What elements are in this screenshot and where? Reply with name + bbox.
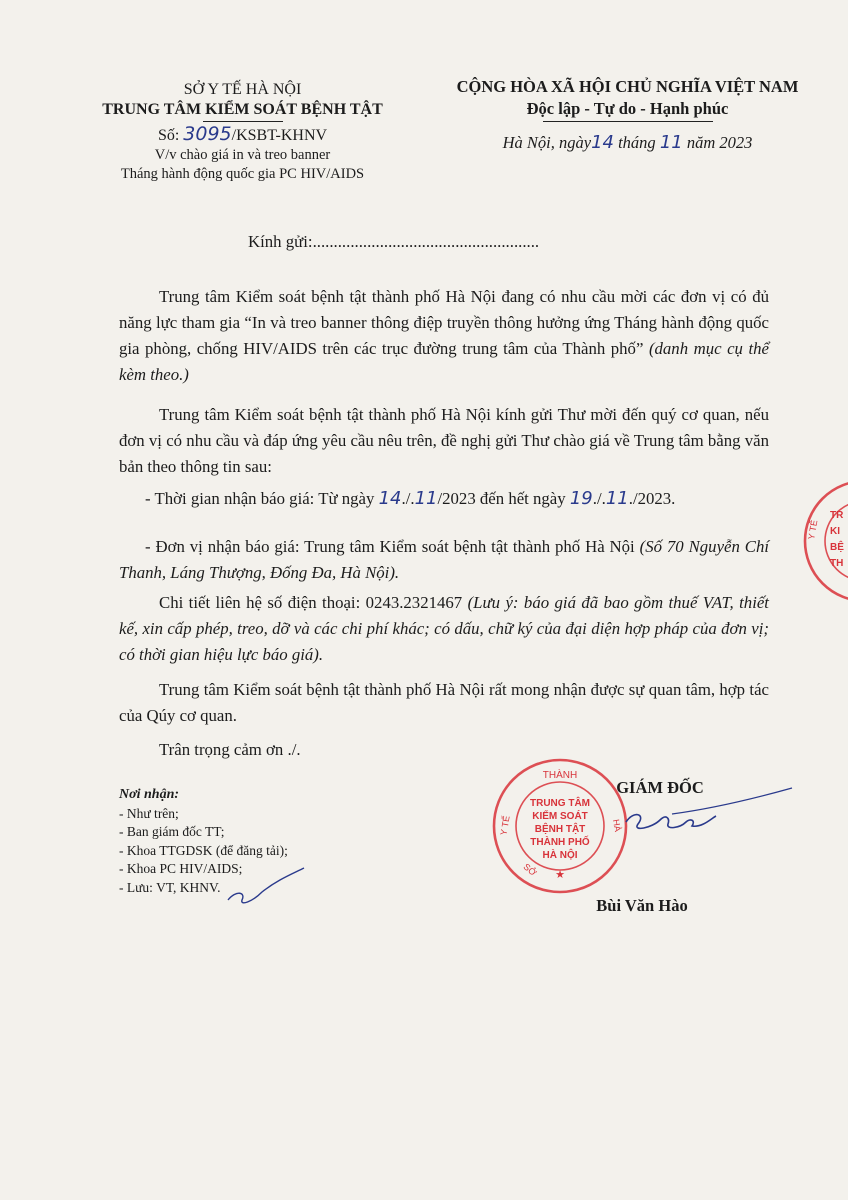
- recipient-item: - Như trên;: [119, 805, 179, 821]
- paragraph-1-italic: (danh mục cụ thể kèm theo.): [119, 339, 769, 384]
- paragraph-4-italic: (Số 70 Nguyễn Chí Thanh, Láng Thượng, Đống Đa, Hà Nội).: [119, 537, 769, 582]
- paragraph-7-text: Trân trọng cảm ơn ./.: [159, 740, 301, 759]
- stamp-outer-bottom: SỞ: [521, 861, 539, 878]
- date-month: 11: [659, 132, 683, 153]
- initial-scribble: [222, 862, 312, 908]
- stamp-line-4: THÀNH PHỐ: [530, 837, 590, 848]
- edge-stamp-line-3: BỆ: [830, 542, 844, 553]
- number-prefix: Số:: [157, 127, 180, 144]
- date-line: [420, 132, 835, 154]
- signature-scribble: [612, 784, 798, 848]
- paragraph-6-text: Trung tâm Kiểm soát bệnh tật thành phố Hà Nội rất mong nhận được sự quan tâm, hợp tác của Qúy cơ quan.: [119, 680, 769, 725]
- subject-line-2: Tháng hành động quốc gia PC HIV/AIDS: [120, 166, 365, 182]
- paragraph-1-text: Trung tâm Kiểm soát bệnh tật thành phố Hà Nội đang có nhu cầu mời các đơn vị có đủ năng lực tham gia “In và treo banner thông điệp truyền thông hưởng ứng Tháng hành động quốc gia phòng, chống HIV/AIDS trên các trục đường trung tâm của Thành phố”: [119, 287, 769, 358]
- national-header: [420, 76, 835, 154]
- date-month-label: tháng: [618, 133, 656, 152]
- paragraph-5-text: Chi tiết liên hệ số điện thoại: 0243.2321467: [159, 593, 463, 612]
- stamp-line-5: HÀ NỘI: [542, 850, 578, 861]
- paragraph-3: - Thời gian nhận báo giá: Từ ngày 14./.11/2023 đến hết ngày 19./.11./2023.: [145, 488, 676, 509]
- country-name: CỘNG HÒA XÃ HỘI CHỦ NGHĨA VIỆT NAM: [456, 77, 799, 96]
- from-month: 11: [414, 488, 438, 509]
- stamp-line-1: TRUNG TÂM: [530, 798, 590, 809]
- recipient-item: - Khoa TTGDSK (để đăng tải);: [119, 842, 288, 858]
- paragraph-4-text: - Đơn vị nhận báo giá: Trung tâm Kiểm soát bệnh tật thành phố Hà Nội: [145, 537, 635, 556]
- to-month: 11: [605, 488, 629, 509]
- edge-stamp-line-4: TH: [830, 558, 844, 569]
- quote-period-end: /2023.: [632, 489, 676, 508]
- quote-period-label: - Thời gian nhận báo giá: Từ ngày: [145, 489, 375, 508]
- edge-stamp-clip: [800, 476, 848, 606]
- edge-stamp: [800, 476, 848, 606]
- edge-stamp-line-1: TR: [830, 510, 844, 521]
- paragraph-2-text: Trung tâm Kiểm soát bệnh tật thành phố Hà Nội kính gửi Thư mời đến quý cơ quan, nếu đơn vị có nhu cầu và đáp ứng yêu cầu nêu trên, đề nghị gửi Thư chào giá về Trung tâm bằng văn bản theo thông tin sau:: [119, 405, 769, 476]
- paragraph-2: [119, 402, 769, 480]
- stamp-outer-right: HÀ: [610, 818, 623, 833]
- signer-name: Bùi Văn Hào: [596, 896, 688, 915]
- from-day: 14: [378, 488, 402, 509]
- recipient-item: - Ban giám đốc TT;: [119, 824, 225, 839]
- edge-stamp-line-2: KI: [830, 526, 840, 537]
- agency-name: SỞ Y TẾ HÀ NỘI: [183, 81, 302, 98]
- paragraph-4: [119, 534, 769, 586]
- paragraph-5-italic: (Lưu ý: báo giá đã bao gồm thuế VAT, thiết kế, xin cấp phép, treo, dỡ và các chi phí khác; có dấu, chữ ký của đại diện hợp pháp của đơn vị; có thời gian hiệu lực báo giá).: [119, 593, 769, 664]
- date-place: Hà Nội, ngày: [502, 133, 592, 152]
- date-year: năm 2023: [686, 133, 753, 152]
- motto-underline: [543, 121, 713, 122]
- issuer-block: [60, 80, 425, 184]
- recipient-item: - Khoa PC HIV/AIDS;: [119, 861, 243, 876]
- center-underline: [203, 121, 283, 122]
- paragraph-6: [119, 677, 769, 729]
- stamp-outer-left: Y TẾ: [498, 814, 512, 837]
- document-number: [60, 124, 425, 146]
- paragraph-7: [119, 737, 769, 763]
- stamp-outer-top: THÀNH: [542, 770, 578, 781]
- quote-period-mid: /2023 đến hết ngày: [437, 489, 566, 508]
- number-suffix: /KSBT-KHNV: [231, 127, 328, 144]
- paragraph-1: [119, 284, 769, 388]
- signer-role: GIÁM ĐỐC: [616, 778, 704, 797]
- stamp-line-3: BỆNH TẬT: [534, 824, 586, 835]
- official-stamp: [488, 754, 632, 898]
- center-name: TRUNG TÂM KIỂM SOÁT BỆNH TẬT: [102, 101, 383, 118]
- stamp-line-2: KIỂM SOÁT: [532, 811, 588, 822]
- date-day: 14: [591, 132, 614, 153]
- stamp-star: ★: [555, 869, 565, 881]
- salutation: Kính gửi:......................................................: [248, 232, 540, 251]
- to-day: 19: [569, 488, 593, 509]
- subject-line-1: V/v chào giá in và treo banner: [154, 147, 331, 163]
- recipient-item: - Lưu: VT, KHNV.: [119, 879, 221, 895]
- paragraph-5: [119, 590, 769, 668]
- motto: Độc lập - Tự do - Hạnh phúc: [526, 99, 729, 118]
- edge-stamp-outer: Y TẾ: [806, 519, 820, 541]
- recipients-title: Nơi nhận:: [119, 787, 180, 802]
- number-handwritten: 3095: [183, 123, 232, 145]
